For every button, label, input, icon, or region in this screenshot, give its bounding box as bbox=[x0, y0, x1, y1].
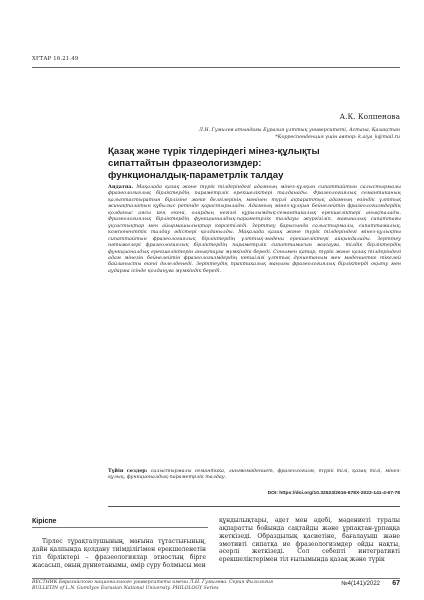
abstract-text: Мақалада қазақ және түрік тілдеріндегі адамның мінез-құлқын сипаттайтын салыстырмалы фразеологиялық бірліктердің параметрлік ерекшеліктері талданады. Фразеологиялық семантиканың қалыптастыратын бірлігіне жеке белгілерінің мәнінен түрлі ақпараттық адамның өзіндік ұлттық жинақталатын құбылыс ретінде қарастырылады. Адамның мінез-құлқын бейнелейтін фразеологизмдердің қолданыс аясы кең екені, олардың негізгі құрылымдық-семантикалық ерекшеліктері анықталады. Фразеологиялық бірліктердің функционалдық-параметрлік талдауы жүргізіліп, мағыналық сипаттағы ұқсастықтар мен айырмашылықтар көрсетіледі. Зерттеу барысында салыстырмалы, сипаттамалық, компоненттік талдау әдістері қолданылды. Мақалада қазақ және түрік тілдеріндегі мінез-құлықты сипаттайтын фразеологиялық бірліктердің ұлттық-мәдени ерекшеліктері айқындалады. Зерттеу нәтижелері фразеологиялық бірліктердің параметрлік сипаттамасын жасауға, тілдік бірліктердің функционалдық ерекшеліктерін анықтауға мүмкіндік береді. Сонымен қатар, түрік және қазақ тілдеріндегі адам мінезін бейнелейтін фразеологизмдердің көпшілігі ұлттық дүниетаным мен мәдениетке тікелей байланысты екені дәлелденеді. Зерттеудің практикалық маңызы фразеологиялық бірліктерді оқыту мен аударма ісінде қолдануға мүмкіндік береді. bbox=[108, 184, 401, 274]
abstract-label: Аңдатпа. bbox=[108, 184, 134, 190]
section-heading: Кіріспе bbox=[32, 518, 57, 525]
page-number: 67 bbox=[392, 580, 400, 587]
article-title bbox=[108, 146, 368, 183]
title-line: функционалдық-параметрлік талдау bbox=[108, 170, 284, 182]
author-name: А.К. Колпенова bbox=[339, 112, 400, 121]
heading-underline bbox=[32, 527, 208, 528]
body-column-left: Тірлес тұрақталушының, мағына тұтастығының, дайн қалпында қолдану тиімділігімен ерекшеленетін тіл бірліктері – фразеологиялар этностың бірге жасасып, оның дүниетанымы, өмір сүру болмысы мен bbox=[32, 538, 206, 569]
issue-number: №4(141)/2022 bbox=[341, 581, 380, 587]
section-divider bbox=[108, 506, 400, 507]
abstract bbox=[108, 184, 401, 274]
body-column-right: құндылықтары, әдет мен әдебі, мәдениеті туралы ақпаратты бойында сақтайды және ұрпақтан-ұрпаққа жеткізеді. Образдылық қасиетіне, бағалауыш және эмотивті сипатқа ие фразеологизмдер ойды нақты, әсерлі жеткізеді. Сол себепті интегративті ерекшеліктерімен тіл ғылымында қазақ және түрік bbox=[219, 517, 400, 564]
title-line: Қазақ және түрік тілдеріндегі мінез-құлықты bbox=[108, 146, 320, 157]
title-line: сипаттайтын фразеологизмдер: bbox=[108, 158, 262, 170]
classification-code: ХҒТАР 16.21.49 bbox=[32, 56, 79, 62]
footer-journal-en: BULLETIN of L.N. Gumilyov Eurasian National University. PHILOLOGY Series bbox=[32, 586, 219, 592]
author-email[interactable]: *Корреспонденция үшін автор: k.aiya_k@mail.ru bbox=[275, 135, 400, 140]
keywords-text: салыстырмалы семантика, лингвомәдениет, фразеологизм, түрік тілі, қазақ тілі, мінез-құлық, функционалдық-параметрлік талдау. bbox=[108, 468, 401, 481]
footer-divider bbox=[32, 578, 400, 579]
affiliation-text: Л.Н. Гумилев атындағы Еуразия ұлттық университеті, Астана, Қазақстан bbox=[198, 128, 400, 133]
journal-footer bbox=[32, 580, 273, 592]
doi-link[interactable]: DOI: https://doi.org/10.32523/2616-678X-2022-141-4-67-78 bbox=[267, 491, 400, 496]
keywords-label: Түйін сөздер: bbox=[108, 468, 148, 474]
header-divider bbox=[32, 67, 400, 68]
keywords bbox=[108, 468, 401, 481]
author-affiliation bbox=[130, 127, 400, 141]
footer-journal-ru: ВЕСТНИК Евразийского национального университета имени Л.Н. Гумилева. Серия Филология bbox=[32, 580, 273, 585]
